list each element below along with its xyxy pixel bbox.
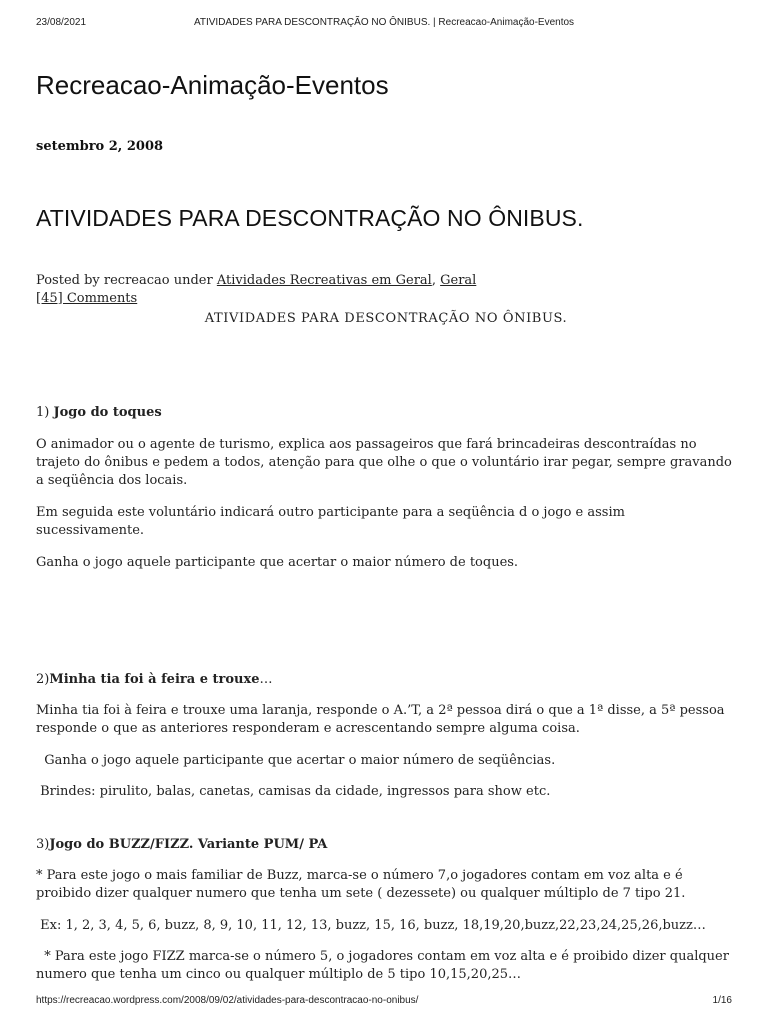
comments-link[interactable]: [45] Comments [36, 291, 138, 306]
section-3-title: Jogo do BUZZ/FIZZ. Variante PUM/ PA [49, 837, 328, 852]
section-2-number: 2) [36, 672, 50, 687]
category-separator: , [431, 273, 441, 288]
section-2-paragraph-2: Ganha o jogo aquele participante que acertar o maior número de seqüências. [36, 753, 556, 768]
section-2-paragraph-1: Minha tia foi à feira e trouxe uma laranja, responde o A.’T, a 2ª pessoa dirá o que a 1ª disse, a 5ª pessoa responde o que as anteriores responderam e acrescentando sempre alguma coisa. [36, 703, 725, 736]
print-url: https://recreacao.wordpress.com/2008/09/02/atividades-para-descontracao-no-onibus/ [36, 995, 419, 1006]
post-date: setembro 2, 2008 [36, 139, 164, 154]
section-3-paragraph-2: Ex: 1, 2, 3, 4, 5, 6, buzz, 8, 9, 10, 11, 12, 13, buzz, 15, 16, buzz, 18,19,20,buzz,22,23,24,25,26,buzz… [36, 918, 706, 933]
section-3-heading [36, 836, 736, 854]
post-meta [36, 272, 736, 290]
section-1-paragraph-3: Ganha o jogo aquele participante que acertar o maior número de toques. [36, 555, 519, 570]
section-2-heading [36, 671, 736, 689]
category-link-geral[interactable]: Geral [440, 273, 477, 288]
section-1-paragraph-1: O animador ou o agente de turismo, explica aos passageiros que fará brincadeiras descontraídas no trajeto do ônibus e pedem a todos, atenção para que olhe o que o voluntário irar pegar, sempre gravando a seqüência dos locais. [36, 437, 732, 488]
section-3-paragraph-1: * Para este jogo o mais familiar de Buzz, marca-se o número 7,o jogadores contam em voz alta e é proibido dizer qualquer numero que tenha um sete ( dezessete) ou qualquer múltiplo de 7 tipo 21. [36, 868, 686, 901]
section-1-heading [36, 404, 736, 422]
post-title: ATIVIDADES PARA DESCONTRAÇÃO NO ÔNIBUS. [36, 205, 584, 231]
post-content [36, 272, 736, 984]
print-date: 23/08/2021 [36, 17, 87, 28]
section-1-title: Jogo do toques [53, 405, 162, 420]
site-title[interactable]: Recreacao-Animação-Eventos [36, 70, 389, 100]
section-1-number: 1) [36, 405, 54, 420]
section-2-paragraph-3: Brindes: pirulito, balas, canetas, camisas da cidade, ingressos para show etc. [36, 784, 551, 799]
print-page-title: ATIVIDADES PARA DESCONTRAÇÃO NO ÔNIBUS. | Recreacao-Animação-Eventos [193, 17, 575, 28]
category-link-atividades[interactable]: Atividades Recreativas em Geral [216, 273, 432, 288]
section-3-number: 3) [36, 837, 50, 852]
section-2-suffix: … [259, 672, 273, 687]
posted-by-text: Posted by recreacao under [36, 273, 217, 288]
section-1-paragraph-2: Em seguida este voluntário indicará outro participante para a seqüência d o jogo e assim sucessivamente. [36, 505, 625, 538]
section-3-paragraph-3: * Para este jogo FIZZ marca-se o número 5, o jogadores contam em voz alta e é proibido dizer qualquer numero que tenha um cinco ou qualquer múltiplo de 5 tipo 10,15,20,25… [36, 949, 734, 982]
print-page-number: 1/16 [712, 995, 732, 1006]
section-2-title: Minha tia foi à feira e trouxe [49, 672, 260, 687]
content-heading: ATIVIDADES PARA DESCONTRAÇÃO NO ÔNIBUS. [204, 311, 568, 326]
